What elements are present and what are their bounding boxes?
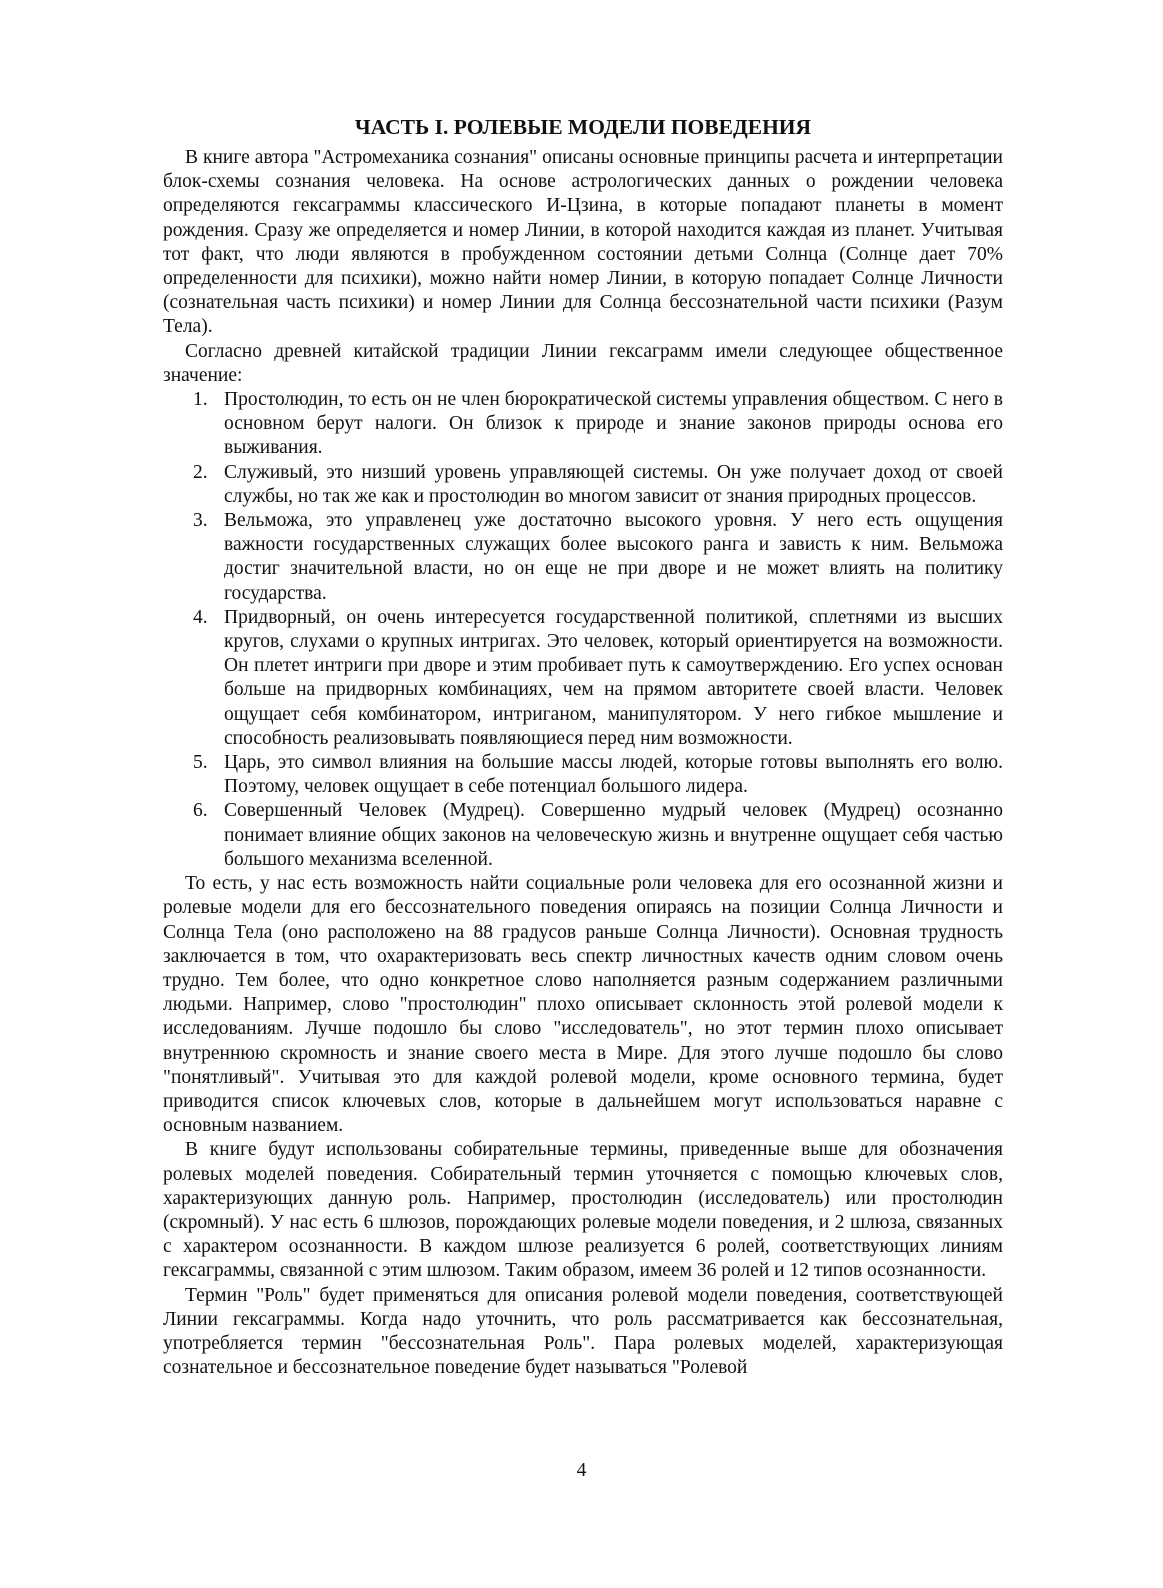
document-page (163, 112, 1003, 1380)
list-item-text: Царь, это символ влияния на большие массы людей, которые готовы выполнять его волю. Поэтому, человек ощущает в себе потенциал большого лидера. (224, 752, 1003, 798)
closing-paragraph-3: Термин "Роль" будет применяться для описания ролевой модели поведения, соответствующей Линии гексаграммы. Когда надо уточнить, что роль рассматривается как бессознательная, употребляется термин "бессознательная Роль". Пара ролевых моделей, характеризующая сознательное и бессознательное поведение будет называться "Ролевой (163, 1284, 1003, 1379)
list-item (163, 509, 1003, 606)
closing-paragraph-2: В книге будут использованы собирательные термины, приведенные выше для обозначения ролевых моделей поведения. Собирательный термин уточняется с помощью ключевых слов, характеризующих данную роль. Например, простолюдин (исследователь) или простолюдин (скромный). У нас есть 6 шлюзов, порождающих ролевые модели поведения, и 2 шлюза, связанных с характером осознанности. В каждом шлюзе реализуется 6 ролей, соответствующих линиям гексаграммы, связанной с этим шлюзом. Таким образом, имеем 36 ролей и 12 типов осознанности. (163, 1139, 1003, 1282)
list-item-text: Служивый, это низший уровень управляющей системы. Он уже получает доход от своей службы, но так же как и простолюдин во многом зависит от знания природных процессов. (224, 461, 1003, 507)
list-item-text: Вельможа, это управленец уже достаточно высокого уровня. У него есть ощущения важности государственных служащих более высокого ранга и зависть к ним. Вельможа достиг значительной власти, но он еще не при дворе и не может влиять на политику государства. (224, 510, 1003, 604)
list-item (163, 799, 1003, 872)
list-item (163, 388, 1003, 461)
list-item (163, 606, 1003, 751)
list-item-number: 3. (193, 510, 208, 532)
list-item-number: 5. (193, 752, 208, 774)
list-item-number: 4. (193, 606, 208, 628)
list-item-text: Придворный, он очень интересуется государственной политикой, сплетнями из высших кругов, слухами о крупных интригах. Это человек, который ориентируется на возможности. Он плетет интриги при дворе и этим пробивает путь к самоутверждению. Его успех основан больше на придворных комбинациях, чем на прямом авторитете своей власти. Человек ощущает себя комбинатором, интриганом, манипулятором. У него гибкое мышление и способность реализовывать появляющиеся перед ним возможности. (224, 606, 1003, 749)
closing-paragraph-1: То есть, у нас есть возможность найти социальные роли человека для его осознанной жизни и ролевые модели для его бессознательного поведения опираясь на позиции Солнца Личности и Солнца Тела (оно расположено на 88 градусов раньше Солнца Личности). Основная трудность заключается в том, что охарактеризовать весь спектр личностных качеств одним словом очень трудно. Тем более, что одно конкретное слово наполняется разным содержанием различными людьми. Например, слово "простолюдин" плохо описывает склонность этой ролевой модели к исследованиям. Лучше подошло бы слово "исследователь", но этот термин плохо описывает внутреннюю скромность и знание своего места в Мире. Для этого лучше подошло бы слово "понятливый". Учитывая это для каждой ролевой модели, кроме основного термина, будет приводится список ключевых слов, которые в дальнейшем могут использоваться наравне с основным названием. (163, 873, 1003, 1137)
list-item (163, 751, 1003, 799)
roles-list (163, 388, 1003, 872)
list-item-text: Совершенный Человек (Мудрец). Совершенно мудрый человек (Мудрец) осознанно понимает влияние общих законов на человеческую жизнь и внутренне ощущает себя частью большого механизма вселенной. (224, 800, 1003, 870)
list-item-number: 6. (193, 800, 208, 822)
list-item-text: Простолюдин, то есть он не член бюрократической системы управления обществом. С него в основном берут налоги. Он близок к природе и знание законов природы основа его выживания. (224, 389, 1003, 459)
list-item-number: 1. (193, 389, 208, 411)
list-item-number: 2. (193, 461, 208, 483)
intro-paragraph-1: В книге автора "Астромеханика сознания" описаны основные принципы расчета и интерпретации блок-схемы сознания человека. На основе астрологических данных о рождении человека определяются гексаграммы классического И-Цзина, в которые попадают планеты в момент рождения. Сразу же определяется и номер Линии, в которой находится каждая из планет. Учитывая тот факт, что люди являются в пробужденном состоянии детьми Солнца (Солнце дает 70% определенности для психики), можно найти номер Линии, в которую попадает Солнце Личности (сознательная часть психики) и номер Линии для Солнца бессознательной части психики (Разум Тела). (163, 147, 1003, 338)
chapter-title: ЧАСТЬ I. РОЛЕВЫЕ МОДЕЛИ ПОВЕДЕНИЯ (354, 115, 812, 139)
page-number: 4 (576, 1460, 587, 1481)
intro-paragraph-2: Согласно древней китайской традиции Линии гексаграмм имели следующее общественное значение: (163, 340, 1003, 386)
list-item (163, 461, 1003, 509)
